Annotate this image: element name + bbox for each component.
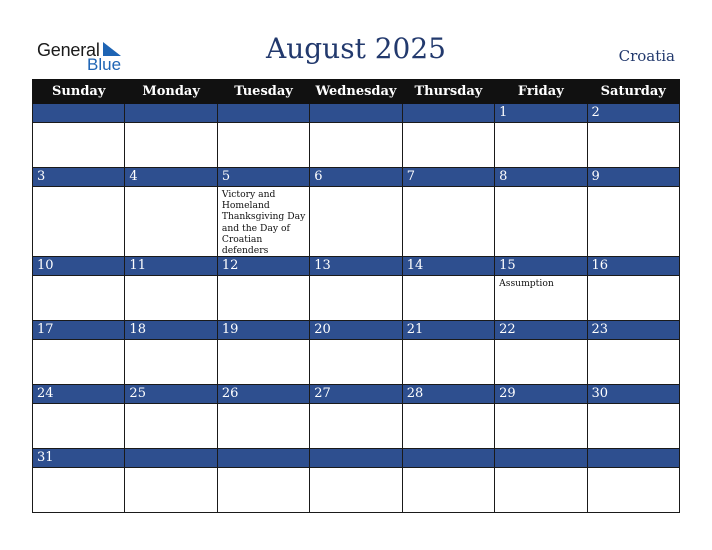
day-number: 20 xyxy=(310,321,401,340)
holiday-label xyxy=(495,123,586,125)
day-number: 18 xyxy=(125,321,216,340)
holiday-label xyxy=(310,404,401,406)
holiday-label xyxy=(403,404,494,406)
weekday-header: Sunday xyxy=(33,80,125,104)
holiday-label xyxy=(310,123,401,125)
logo-blue-text: Blue xyxy=(87,55,122,74)
day-number: 22 xyxy=(495,321,586,340)
holiday-label xyxy=(403,276,494,278)
holiday-label xyxy=(310,187,401,189)
holiday-label xyxy=(33,123,124,125)
day-number xyxy=(218,104,309,123)
day-number: 30 xyxy=(588,385,679,404)
day-cell xyxy=(217,104,309,168)
weekday-header: Thursday xyxy=(402,80,494,104)
day-cell xyxy=(587,168,679,257)
day-cell xyxy=(310,104,402,168)
day-number: 14 xyxy=(403,257,494,276)
holiday-label xyxy=(310,340,401,342)
day-number: 24 xyxy=(33,385,124,404)
day-cell xyxy=(402,385,494,449)
holiday-label xyxy=(403,340,494,342)
day-cell xyxy=(125,257,217,321)
holiday-label xyxy=(588,468,679,470)
holiday-label xyxy=(218,123,309,125)
day-number xyxy=(125,104,216,123)
holiday-label xyxy=(495,468,586,470)
holiday-label xyxy=(33,276,124,278)
day-number xyxy=(588,449,679,468)
day-number: 21 xyxy=(403,321,494,340)
day-cell xyxy=(587,385,679,449)
holiday-label xyxy=(588,187,679,189)
day-number xyxy=(33,104,124,123)
day-cell xyxy=(402,168,494,257)
holiday-label xyxy=(403,187,494,189)
week-row xyxy=(33,321,680,385)
day-number: 11 xyxy=(125,257,216,276)
day-cell xyxy=(310,257,402,321)
day-number: 31 xyxy=(33,449,124,468)
day-cell xyxy=(217,257,309,321)
day-cell xyxy=(33,449,125,513)
day-number xyxy=(310,449,401,468)
day-number: 10 xyxy=(33,257,124,276)
holiday-label xyxy=(218,404,309,406)
day-number xyxy=(310,104,401,123)
day-cell xyxy=(495,385,587,449)
day-cell xyxy=(495,257,587,321)
day-cell xyxy=(217,385,309,449)
holiday-label: Assumption xyxy=(499,278,554,290)
holiday-label xyxy=(125,123,216,125)
holiday-label xyxy=(310,468,401,470)
day-cell xyxy=(33,257,125,321)
day-number xyxy=(495,449,586,468)
holiday-label xyxy=(218,468,309,470)
week-row xyxy=(33,257,680,321)
holiday-label xyxy=(588,340,679,342)
holiday-label xyxy=(33,404,124,406)
holiday-label xyxy=(495,187,586,189)
day-cell xyxy=(310,449,402,513)
holiday-label: Victory and Homeland Thanksgiving Day and the Day of Croatian defenders xyxy=(221,189,306,257)
day-number: 15 xyxy=(495,257,586,276)
weekday-header: Wednesday xyxy=(310,80,402,104)
day-number: 5 xyxy=(218,168,309,187)
day-cell xyxy=(402,321,494,385)
day-cell xyxy=(587,449,679,513)
day-number: 8 xyxy=(495,168,586,187)
weekday-header: Saturday xyxy=(587,80,679,104)
day-number: 9 xyxy=(588,168,679,187)
holiday-label xyxy=(588,404,679,406)
day-number: 23 xyxy=(588,321,679,340)
day-cell xyxy=(402,449,494,513)
week-row xyxy=(33,385,680,449)
day-cell xyxy=(217,321,309,385)
calendar-grid xyxy=(32,79,680,513)
day-number xyxy=(403,449,494,468)
day-number: 1 xyxy=(495,104,586,123)
holiday-label xyxy=(125,187,216,189)
holiday-label xyxy=(495,340,586,342)
day-cell xyxy=(310,321,402,385)
holiday-label xyxy=(33,468,124,470)
day-cell xyxy=(310,385,402,449)
holiday-label xyxy=(125,468,216,470)
day-cell xyxy=(402,104,494,168)
day-cell xyxy=(125,449,217,513)
day-number xyxy=(403,104,494,123)
day-number: 6 xyxy=(310,168,401,187)
day-cell xyxy=(310,168,402,257)
holiday-label xyxy=(218,340,309,342)
day-cell xyxy=(587,257,679,321)
day-number: 26 xyxy=(218,385,309,404)
holiday-label xyxy=(403,468,494,470)
day-number: 4 xyxy=(125,168,216,187)
holiday-label xyxy=(125,276,216,278)
weekday-header: Tuesday xyxy=(217,80,309,104)
day-number: 27 xyxy=(310,385,401,404)
day-cell xyxy=(33,321,125,385)
holiday-label xyxy=(588,276,679,278)
holiday-label xyxy=(218,276,309,278)
day-number: 12 xyxy=(218,257,309,276)
day-number: 29 xyxy=(495,385,586,404)
day-cell xyxy=(125,168,217,257)
day-cell xyxy=(495,104,587,168)
holiday-label xyxy=(310,276,401,278)
day-number: 19 xyxy=(218,321,309,340)
logo-general-text: General xyxy=(37,40,100,60)
day-number: 16 xyxy=(588,257,679,276)
day-number: 25 xyxy=(125,385,216,404)
holiday-label xyxy=(33,340,124,342)
day-cell xyxy=(402,257,494,321)
day-number xyxy=(218,449,309,468)
day-cell xyxy=(217,449,309,513)
holiday-label xyxy=(33,187,124,189)
day-cell xyxy=(125,104,217,168)
week-row xyxy=(33,104,680,168)
holiday-label xyxy=(495,404,586,406)
day-number: 7 xyxy=(403,168,494,187)
week-row xyxy=(33,168,680,257)
day-cell xyxy=(33,385,125,449)
weekday-header: Friday xyxy=(495,80,587,104)
weekday-header-row xyxy=(33,80,680,104)
holiday-label xyxy=(125,340,216,342)
week-row xyxy=(33,449,680,513)
holiday-label xyxy=(125,404,216,406)
day-number: 2 xyxy=(588,104,679,123)
holiday-label xyxy=(403,123,494,125)
day-cell xyxy=(33,104,125,168)
day-number: 28 xyxy=(403,385,494,404)
day-number: 17 xyxy=(33,321,124,340)
day-cell xyxy=(495,449,587,513)
calendar-title: August 2025 xyxy=(266,32,446,65)
day-cell xyxy=(125,385,217,449)
country-label: Croatia xyxy=(618,47,675,65)
day-cell xyxy=(587,104,679,168)
day-number: 3 xyxy=(33,168,124,187)
day-cell xyxy=(587,321,679,385)
day-cell xyxy=(125,321,217,385)
day-number xyxy=(125,449,216,468)
day-number: 13 xyxy=(310,257,401,276)
day-cell xyxy=(33,168,125,257)
day-cell xyxy=(217,168,309,257)
holiday-label xyxy=(588,123,679,125)
day-cell xyxy=(495,168,587,257)
day-cell xyxy=(495,321,587,385)
weekday-header: Monday xyxy=(125,80,217,104)
